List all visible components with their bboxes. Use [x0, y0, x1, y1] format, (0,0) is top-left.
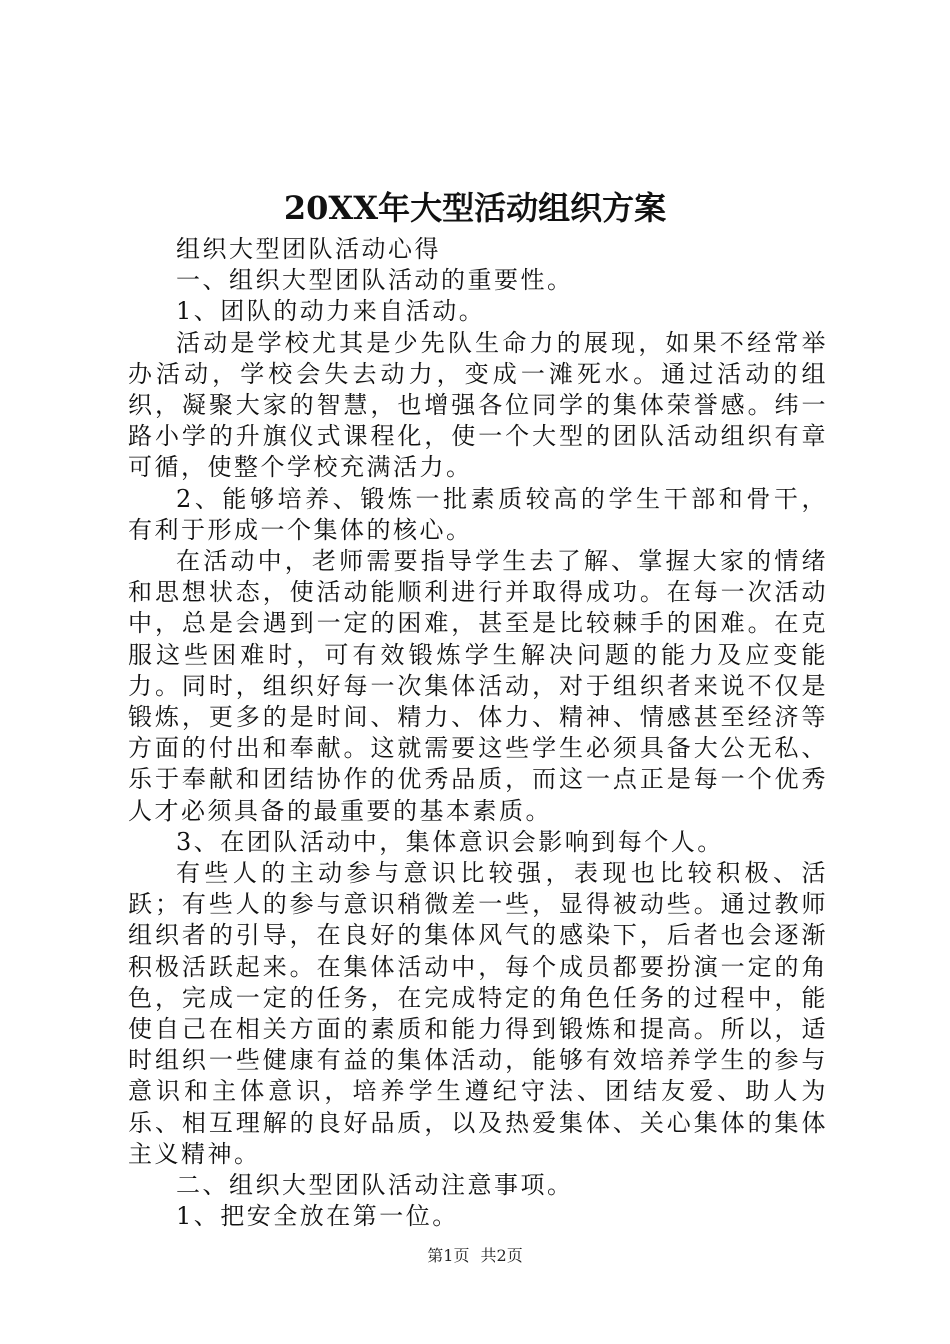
document-title: 20XX年大型活动组织方案	[283, 189, 667, 227]
point-heading-2: 2、能够培养、锻炼一批素质较高的学生干部和骨干，有利于形成一个集体的核心。	[128, 484, 828, 544]
paragraph-subtitle: 组织大型团队活动心得	[176, 235, 441, 263]
point-heading-3: 3、在团队活动中，集体意识会影响到每个人。	[176, 827, 724, 856]
page-total: 共2页	[480, 1246, 523, 1265]
section-heading-precautions: 二、组织大型团队活动注意事项。	[176, 1171, 574, 1200]
paragraph-activity-vitality: 活动是学校尤其是少先队生命力的展现，如果不经常举办活动，学校会失去动力，变成一滩死水。通过活动的组织，凝聚大家的智慧，也增强各位同学的集体荣誉感。纬一路小学的升旗仪式课程化，使一个大型的团队活动组织有章可循，使整个学校充满活力。	[128, 328, 828, 482]
page-footer	[0, 1244, 950, 1268]
paragraph-teacher-guidance: 在活动中，老师需要指导学生去了解、掌握大家的情绪和思想状态，使活动能顺利进行并取得成功。在每一次活动中，总是会遇到一定的困难，甚至是比较棘手的困难。在克服这些困难时，可有效锻炼学生解决问题的能力及应变能力。同时，组织好每一次集体活动，对于组织者来说不仅是锻炼，更多的是时间、精力、体力、精神、情感甚至经济等方面的付出和奉献。这就需要这些学生必须具备大公无私、乐于奉献和团结协作的优秀品质，而这一点正是每一个优秀人才必须具备的最重要的基本素质。	[128, 547, 828, 825]
point-heading-1: 1、团队的动力来自活动。	[176, 297, 486, 326]
document-body	[128, 234, 828, 1233]
paragraph-participation: 有些人的主动参与意识比较强，表现也比较积极、活跃；有些人的参与意识稍微差一些，显得被动些。通过教师组织者的引导，在良好的集体风气的感染下，后者也会逐渐积极活跃起来。在集体活动中，每个成员都要扮演一定的角色，完成一定的任务，在完成特定的角色任务的过程中，能使自己在相关方面的素质和能力得到锻炼和提高。所以，适时组织一些健康有益的集体活动，能够有效培养学生的参与意识和主体意识，培养学生遵纪守法、团结友爱、助人为乐、相互理解的良好品质，以及热爱集体、关心集体的集体主义精神。	[128, 859, 828, 1168]
point-heading-safety: 1、把安全放在第一位。	[176, 1202, 459, 1231]
page-number: 第1页	[427, 1246, 470, 1265]
section-heading-importance: 一、组织大型团队活动的重要性。	[176, 266, 574, 295]
